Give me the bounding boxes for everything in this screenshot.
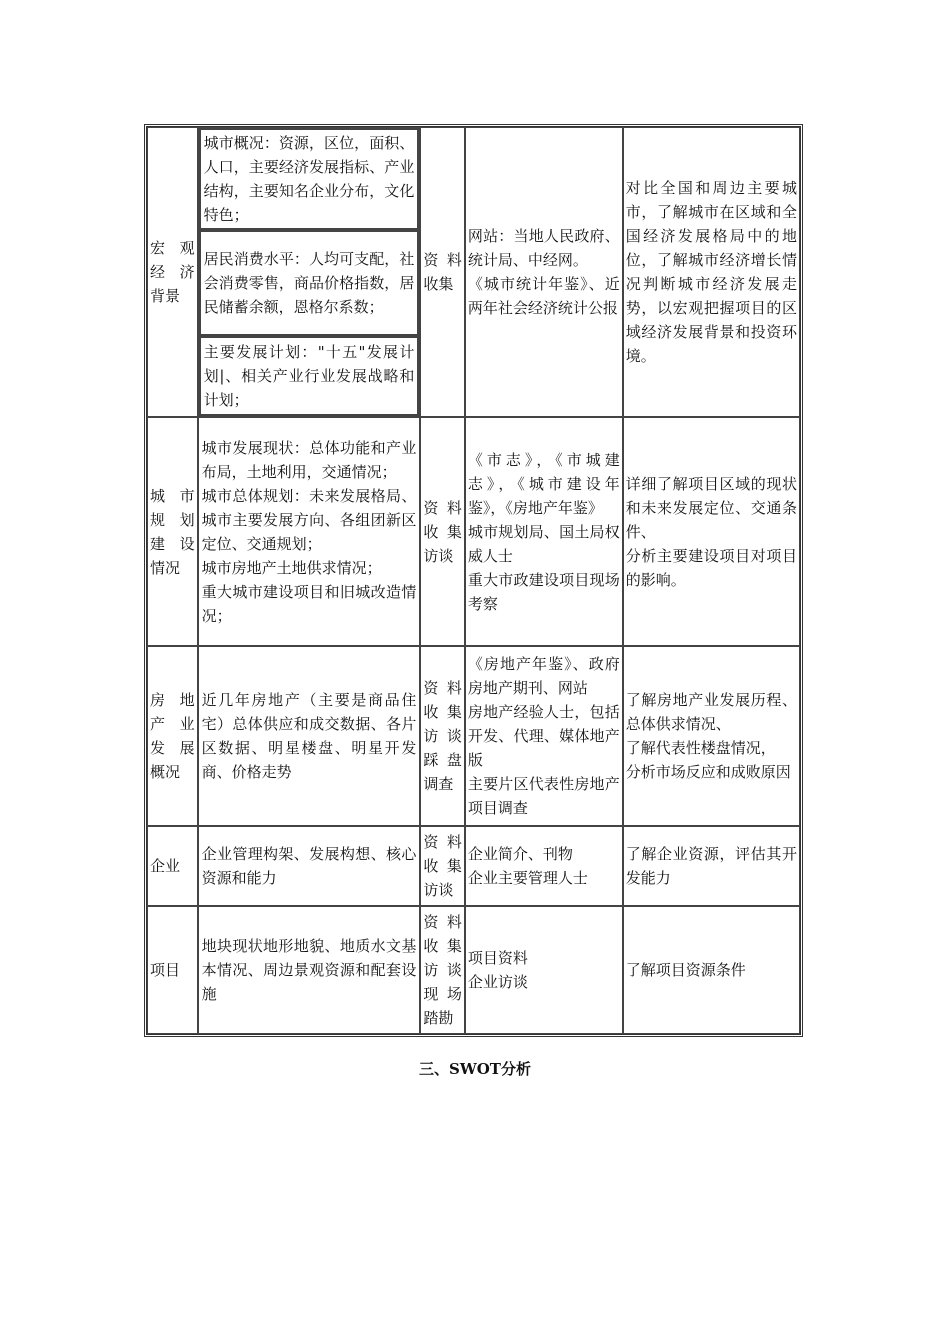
nested-content-table <box>199 128 420 416</box>
category-cell: 城市规划建设情况 <box>147 417 198 646</box>
purpose-cell <box>623 826 800 906</box>
source-line: 《城市统计年鉴》、近两年社会经济统计公报 <box>467 275 620 317</box>
content-line: 地块现状地形地貌、地质水文基本情况、周边景观资源和配套设施 <box>201 937 417 1003</box>
source-line: 企业主要管理人士 <box>467 869 588 887</box>
purpose-line: 了解企业资源，评估其开发能力 <box>625 845 797 887</box>
source-cell <box>465 127 623 417</box>
method-cell: 资料收集访谈 <box>420 826 465 906</box>
source-line: 主要片区代表性房地产项目调查 <box>467 775 620 817</box>
content-line: 城市房地产土地供求情况； <box>201 558 382 577</box>
content-line: 企业管理构架、发展构想、核心资源和能力 <box>201 845 417 887</box>
source-line: 《市志》，《市城建志》，《城市建设年鉴》，《房地产年鉴》 <box>467 450 620 517</box>
source-line: 房地产经验人士，包括开发、代理、媒体地产版 <box>467 703 620 769</box>
purpose-cell: 对比全国和周边主要城市，了解城市在区域和全国经济发展格局中的地位，了解城市经济增长情况判断城市经济发展走势，以宏观把握项目的区域经济发展背景和投资环境。 <box>623 127 800 417</box>
content-cell <box>198 646 421 826</box>
source-line: 项目资料 <box>467 949 528 967</box>
purpose-line: 分析市场反应和成败原因 <box>625 763 791 781</box>
research-table <box>144 124 803 1037</box>
purpose-line: 分析主要建设项目对项目的影响。 <box>625 546 797 589</box>
category-cell: 企业 <box>147 826 198 906</box>
table-row <box>147 127 800 417</box>
purpose-line: 详细了解项目区域的现状和未来发展定位、交通条件、 <box>625 474 797 541</box>
content-cell <box>198 417 421 646</box>
content-block: 主要发展计划："十五"发展计划|、相关产业行业发展战略和计划； <box>199 336 420 416</box>
source-cell <box>465 646 623 826</box>
content-line: 城市发展现状：总体功能和产业布局，土地利用，交通情况； <box>201 438 417 481</box>
source-cell <box>465 906 623 1034</box>
source-cell <box>465 826 623 906</box>
method-cell: 资料收集访谈现场踏勘 <box>420 906 465 1034</box>
content-line: 重大城市建设项目和旧城改造情况； <box>201 582 417 625</box>
purpose-cell <box>623 906 800 1034</box>
source-cell <box>465 417 623 646</box>
content-cell <box>198 127 421 417</box>
purpose-line: 了解房地产业发展历程、总体供求情况、 <box>625 691 797 733</box>
source-line: 企业简介、刊物 <box>467 845 573 863</box>
content-line: 近几年房地产（主要是商品住宅）总体供应和成交数据、各片区数据、明星楼盘、明星开发商、价格走势 <box>201 691 417 781</box>
section-heading: 三、SWOT分析 <box>419 1060 531 1078</box>
table-row <box>147 646 800 826</box>
table-row <box>147 417 800 646</box>
category-cell: 项目 <box>147 906 198 1034</box>
source-line: 企业访谈 <box>467 973 528 991</box>
method-cell: 资料收集访谈踩盘调查 <box>420 646 465 826</box>
content-line: 城市总体规划：未来发展格局、城市主要发展方向、各组团新区定位、交通规划； <box>201 486 417 553</box>
purpose-cell <box>623 417 800 646</box>
method-cell: 资料收集访谈 <box>420 417 465 646</box>
content-block: 城市概况：资源，区位，面积、人口，主要经济发展指标、产业结构，主要知名企业分布，文化特色； <box>199 128 420 230</box>
source-line: 重大市政建设项目现场考察 <box>467 570 620 613</box>
table-row <box>147 826 800 906</box>
category-cell: 宏观经济背景 <box>147 127 198 417</box>
content-block: 居民消费水平：人均可支配，社会消费零售，商品价格指数，居民储蓄余额，恩格尔系数； <box>199 230 420 336</box>
table-row <box>147 906 800 1034</box>
source-line: 城市规划局、国土局权威人士 <box>467 522 620 565</box>
content-cell <box>198 906 421 1034</box>
source-line: 网站：当地人民政府、统计局、中经网。 <box>467 227 620 269</box>
purpose-cell <box>623 646 800 826</box>
category-cell: 房地产业发展概况 <box>147 646 198 826</box>
purpose-line: 了解项目资源条件 <box>625 961 746 979</box>
purpose-line: 了解代表性楼盘情况， <box>625 739 776 757</box>
content-cell <box>198 826 421 906</box>
source-line: 《房地产年鉴》、政府房地产期刊、网站 <box>467 655 620 697</box>
method-cell: 资料收集 <box>420 127 465 417</box>
